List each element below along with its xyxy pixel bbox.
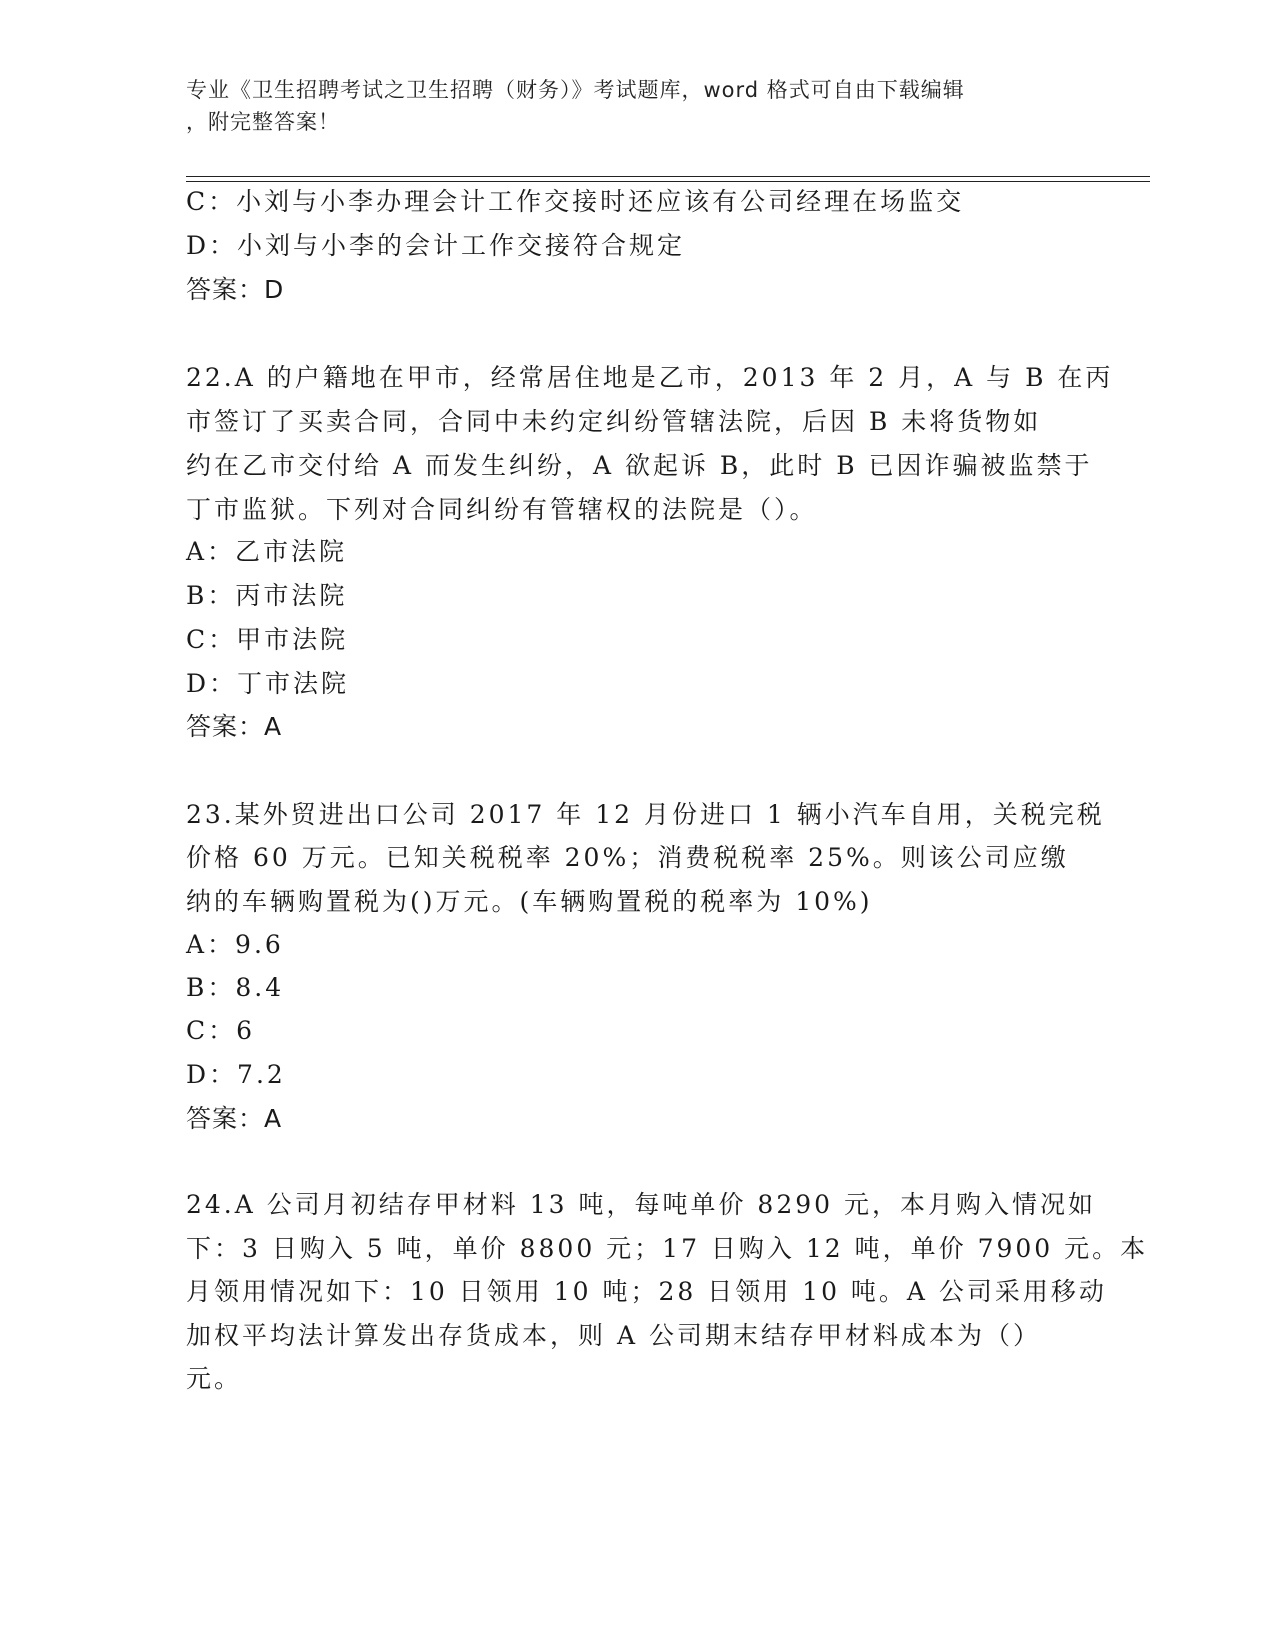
answer-label: 答案：D xyxy=(186,275,285,304)
option-c: C：甲市法院 xyxy=(186,625,349,654)
option-c: C：小刘与小李办理会计工作交接时还应该有公司经理在场监交 xyxy=(186,187,965,216)
header-line-1: 专业《卫生招聘考试之卫生招聘（财务）》考试题库，word 格式可自由下载编辑 xyxy=(186,78,965,102)
option-c: C：6 xyxy=(186,1016,256,1045)
option-d: D：丁市法院 xyxy=(186,669,350,698)
question-text-line: 价格 60 万元。已知关税税率 20%；消费税税率 25%。则该公司应缴 xyxy=(186,843,1069,872)
answer-label: 答案：A xyxy=(186,1104,283,1133)
question-text-line: 加权平均法计算发出存货成本，则 A 公司期末结存甲材料成本为（） xyxy=(186,1321,1041,1350)
question-text-line: 市签订了买卖合同，合同中未约定纠纷管辖法院，后因 B 未将货物如 xyxy=(186,407,1042,436)
question-text-line: 下：3 日购入 5 吨，单价 8800 元；17 日购入 12 吨，单价 7900 元。本 xyxy=(186,1234,1149,1263)
option-a: A：9.6 xyxy=(186,930,284,959)
question-text-line: 纳的车辆购置税为()万元。(车辆购置税的税率为 10%) xyxy=(186,887,873,916)
option-b: B：8.4 xyxy=(186,973,285,1002)
question-text-line: 22.A 的户籍地在甲市，经常居住地是乙市，2013 年 2 月，A 与 B 在丙 xyxy=(186,363,1114,392)
answer-label: 答案：A xyxy=(186,712,283,741)
question-text-line: 月领用情况如下：10 日领用 10 吨；28 日领用 10 吨。A 公司采用移动 xyxy=(186,1277,1107,1306)
option-d: D：小刘与小李的会计工作交接符合规定 xyxy=(186,231,686,260)
option-b: B：丙市法院 xyxy=(186,581,348,610)
page-header xyxy=(186,74,1066,138)
option-a: A：乙市法院 xyxy=(186,537,348,566)
question-text-line: 元。 xyxy=(186,1364,243,1393)
header-line-2: ，附完整答案！ xyxy=(186,110,340,134)
option-d: D：7.2 xyxy=(186,1060,286,1089)
question-text-line: 丁市监狱。下列对合同纠纷有管辖权的法院是（）。 xyxy=(186,495,818,524)
question-text-line: 24.A 公司月初结存甲材料 13 吨，每吨单价 8290 元，本月购入情况如 xyxy=(186,1190,1096,1219)
header-rule-top xyxy=(186,176,1150,177)
question-text-line: 约在乙市交付给 A 而发生纠纷，A 欲起诉 B，此时 B 已因诈骗被监禁于 xyxy=(186,451,1093,480)
question-text-line: 23.某外贸进出口公司 2017 年 12 月份进口 1 辆小汽车自用，关税完税 xyxy=(186,800,1105,829)
